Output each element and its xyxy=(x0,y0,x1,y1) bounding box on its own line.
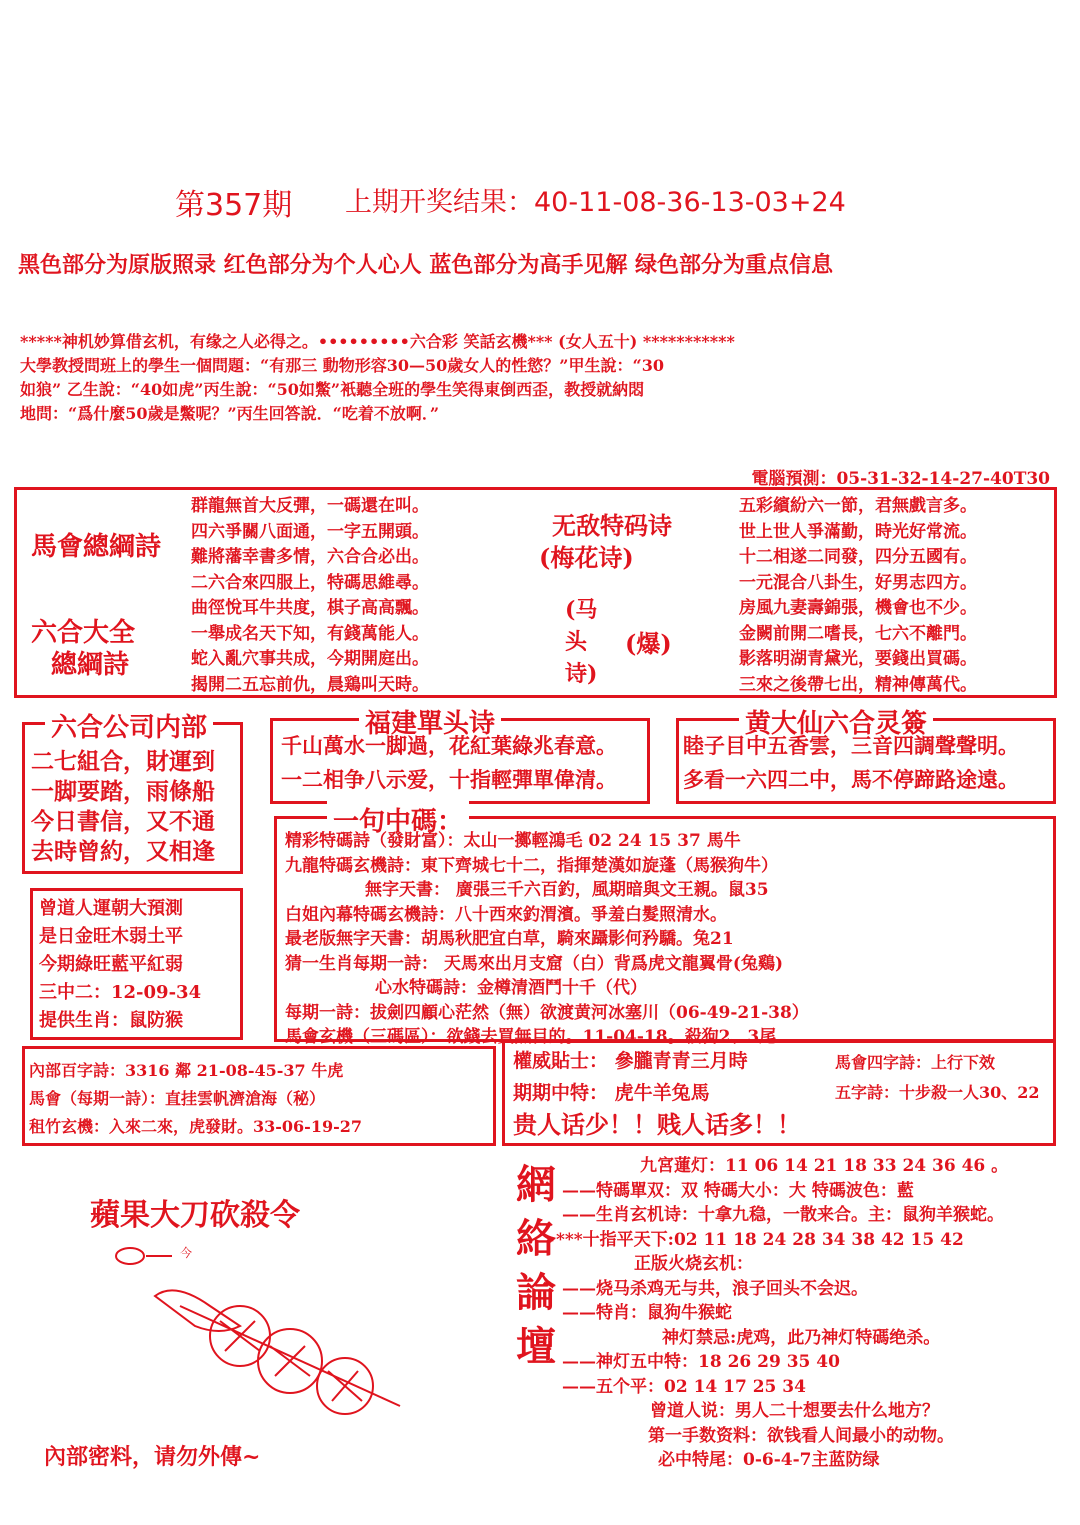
poem-line: 四六爭關八面通，一字五開頭。 xyxy=(191,521,429,542)
poem-line: 二六合來四服上，特碼思維尋。 xyxy=(191,572,429,593)
poem-label-2a: 六合大全 xyxy=(31,618,136,648)
dao-line: 提供生肖：鼠防猴 xyxy=(39,1010,183,1031)
forum-char: 壇 xyxy=(516,1323,556,1370)
poem-line: 蛇入亂穴事共成，今期開庭出。 xyxy=(191,649,429,669)
authority-left-1: 權威貼士： 參朧青青三月時 xyxy=(513,1050,748,1072)
one-sentence-title: 一句中碼： xyxy=(327,801,469,838)
forum-line: 神灯禁忌:虎鸡，此乃神灯特碼绝杀。 xyxy=(662,1327,941,1348)
company-box xyxy=(22,713,243,874)
apple-footer: 內部密料，请勿外傳~ xyxy=(44,1444,261,1470)
poem-line: 曲徑悅耳牛共度，棋子高高飄。 xyxy=(191,598,429,618)
company-line: 二七組合，財運到 xyxy=(31,748,215,775)
sentence-line: 猜一生肖每期一詩： 天馬來出月支窟（白）背爲虎文龍翼骨(兔鷄) xyxy=(285,953,784,974)
internal-line: 租竹玄機：入來二來，虎發財。33-06-19-27 xyxy=(29,1117,362,1136)
dao-line: 今期綠旺藍平紅弱 xyxy=(39,954,183,975)
forum-line: 必中特尾：0-6-4-7主蓝防绿 xyxy=(658,1450,880,1470)
last-result: 上期开奖结果：40-11-08-36-13-03+24 xyxy=(345,187,846,218)
authority-slogan: 贵人话少！！贱人话多！！ xyxy=(513,1110,801,1139)
one-sentence-box xyxy=(274,807,1056,1047)
joke-line: *****神机妙算借玄机，有缘之人必得之。•••••••••六合彩 笑話玄機*** (女人五十) *********** xyxy=(20,332,735,351)
poem-right-column xyxy=(739,494,977,698)
poem-label-2b: 總綱詩 xyxy=(51,650,130,680)
sentence-line: 九龍特碼玄機詩：東下齊城七十二，指揮楚漢如旋蓬（馬猴狗牛） xyxy=(285,855,778,876)
poem-line: 一舉成名天下知，有錢萬能人。 xyxy=(191,623,429,644)
forum-line: ***十指平天下:02 11 18 24 28 34 38 42 15 42 xyxy=(556,1229,964,1250)
sentence-line: 心水特碼詩：金樽清酒鬥十千（代） xyxy=(375,978,647,998)
authority-right-2: 五字詩：十步殺一人30、22 xyxy=(835,1083,1040,1102)
fujian-title: 福建單头诗 xyxy=(359,703,501,740)
joke-line: 如狼” 乙生說：“40如虎”丙生說：“50如鱉”衹聽全班的學生笑得東倒西歪，教授就納悶 xyxy=(20,380,645,399)
forum-line: ——神灯五中特：18 26 29 35 40 xyxy=(562,1352,840,1372)
forum-lines xyxy=(556,1154,1009,1473)
poem-line: 群龍無首大反彈，一碼還在叫。 xyxy=(191,496,429,516)
issue-number: 第357期 xyxy=(175,188,293,223)
joke-line: 大學教授問班上的學生一個問題：“有那三 動物形容30—50歲女人的性慾？”甲生說：“30 xyxy=(20,356,664,375)
poem-line: 難將藩幸書多情，六合合必出。 xyxy=(191,547,429,567)
company-lines xyxy=(31,747,215,867)
forum-char: 網 xyxy=(516,1161,556,1208)
authority-box xyxy=(502,1040,1056,1146)
dao-lines xyxy=(39,895,201,1035)
joke-section xyxy=(20,330,1060,426)
apple-small-text: 今 xyxy=(180,1246,193,1260)
sword-skewer-illustration xyxy=(100,1236,420,1436)
mid-bao: (爆) xyxy=(625,629,672,658)
sentence-line: 馬會玄機（三碼區）：欲錢去買無目的。11-04-18。殺狗2、3尾 xyxy=(285,1027,777,1047)
fujian-line: 一二相争八示爱，十指輕彈單偉清。 xyxy=(281,767,617,792)
company-title: 六合公司内部 xyxy=(45,707,213,744)
one-sentence-lines xyxy=(285,829,809,1050)
company-line: 一脚要踏，雨條船 xyxy=(31,778,215,805)
dao-box xyxy=(30,888,243,1040)
internal-lines xyxy=(29,1057,362,1141)
forum-line: ——烧马杀鸡无与共，浪子回头不会迟。 xyxy=(562,1278,868,1299)
dao-line: 三中二：12-09-34 xyxy=(39,982,202,1003)
sentence-line: 白姐內幕特碼玄機詩：八十西來釣渭濱。爭羞白髮照清水。 xyxy=(285,904,727,925)
mid-vertical-title: (马 头 诗) xyxy=(565,597,598,687)
poem-line: 揭開二五忘前仇，晨鶏叫天時。 xyxy=(191,674,429,695)
poem-line: 一元混合八卦生，好男志四方。 xyxy=(739,572,977,593)
huang-lines xyxy=(683,729,1019,797)
forum-char: 論 xyxy=(516,1269,556,1316)
computer-forecast: 電腦預測：05-31-32-14-27-40T30 xyxy=(751,469,1050,489)
poem-line: 三來之後帶七出，精神傳萬代。 xyxy=(739,674,977,695)
poem-line: 金闕前開二嗜長，七六不離門。 xyxy=(739,623,977,644)
fujian-line: 千山萬水一脚過，花紅葉綠兆春意。 xyxy=(281,733,617,758)
forum-line: 九宮蓮灯：11 06 14 21 18 33 24 36 46 。 xyxy=(640,1156,1009,1176)
apple-title: 蘋果大刀砍殺令 xyxy=(90,1198,300,1233)
poem-line: 影落明湖青黛光，要錢出買碼。 xyxy=(739,649,977,669)
forum-line: 曾道人说：男人二十想要去什么地方？ xyxy=(650,1401,939,1421)
huang-box xyxy=(676,709,1056,804)
forum-line: ——特肖：鼠狗牛猴蛇 xyxy=(562,1303,732,1323)
mid-title-1: 无敌特码诗 xyxy=(552,511,672,540)
poem-line: 房風九妻壽錦張，機會也不少。 xyxy=(739,598,977,618)
sentence-line: 無字天書： 廣張三千六百釣，風期暗與文王親。鼠35 xyxy=(365,880,769,900)
mid-title-2: (梅花诗) xyxy=(539,543,634,572)
forum-line: ——五个平：02 14 17 25 34 xyxy=(562,1376,806,1397)
forum-char: 絡 xyxy=(516,1215,556,1262)
fujian-lines xyxy=(281,729,617,797)
internal-line: 馬會（每期一詩）：直挂雲帆濟滄海（秘） xyxy=(29,1089,326,1108)
sentence-line: 每期一詩：拔劍四顧心茫然（無）欲渡黄河冰塞川（06-49-21-38） xyxy=(285,1002,809,1023)
joke-line: 地問：“爲什麼50歲是鱉呢？”丙生回答說．“吃着不放啊．” xyxy=(20,404,440,423)
internal-box xyxy=(22,1046,496,1146)
poem-line: 世上世人爭滿勤，時光好常流。 xyxy=(739,521,977,542)
company-line: 去時曾約，又相逢 xyxy=(31,838,215,865)
sentence-line: 最老版無字天書：胡馬秋肥宜白草，騎來躡影何矜驕。兔21 xyxy=(285,929,734,949)
sentence-line: 精彩特碼詩（發財富）：太山一擲輕鴻毛 02 24 15 37 馬牛 xyxy=(285,831,741,851)
authority-left-2: 期期中特： 虎牛羊兔馬 xyxy=(513,1082,710,1104)
forum-vertical-title xyxy=(512,1158,560,1374)
company-line: 今日書信，又不通 xyxy=(31,808,215,835)
color-legend: 黑色部分为原版照录 红色部分为个人心人 蓝色部分为高手见解 绿色部分为重点信息 xyxy=(18,253,833,278)
authority-right-1: 馬會四字詩：上行下效 xyxy=(835,1053,996,1072)
poem-left-column xyxy=(191,494,429,698)
fujian-box xyxy=(270,709,650,804)
poem-label-1: 馬會總綱詩 xyxy=(31,532,162,562)
poem-line: 十二相遂二同發，四分五國有。 xyxy=(739,547,977,567)
forum-line: 正版火烧玄机： xyxy=(634,1254,753,1274)
poem-line: 五彩繽紛六一節，君無戲言多。 xyxy=(739,496,977,516)
dao-line: 曾道人運朝大預測 xyxy=(39,898,183,919)
forum-line: ——生肖玄机诗：十拿九稳，一散来合。主：鼠狗羊猴蛇。 xyxy=(562,1205,1004,1225)
internal-line: 內部百字詩：3316 鄰 21-08-45-37 牛虎 xyxy=(29,1061,344,1080)
dao-line: 是日金旺木弱土平 xyxy=(39,926,183,947)
forum-line: 第一手数资料：欲钱看人间最小的动物。 xyxy=(648,1425,954,1446)
huang-title: 黄大仙六合灵簽 xyxy=(739,703,933,740)
huang-line: 多看一六四二中，馬不停蹄路途遠。 xyxy=(683,767,1019,792)
huang-line: 睦子目中五香雲，三音四調聲聲明。 xyxy=(683,733,1019,758)
poem-box xyxy=(14,487,1057,698)
forum-line: ——特碼單双：双 特碼大小：大 特碼波色：藍 xyxy=(562,1180,914,1201)
